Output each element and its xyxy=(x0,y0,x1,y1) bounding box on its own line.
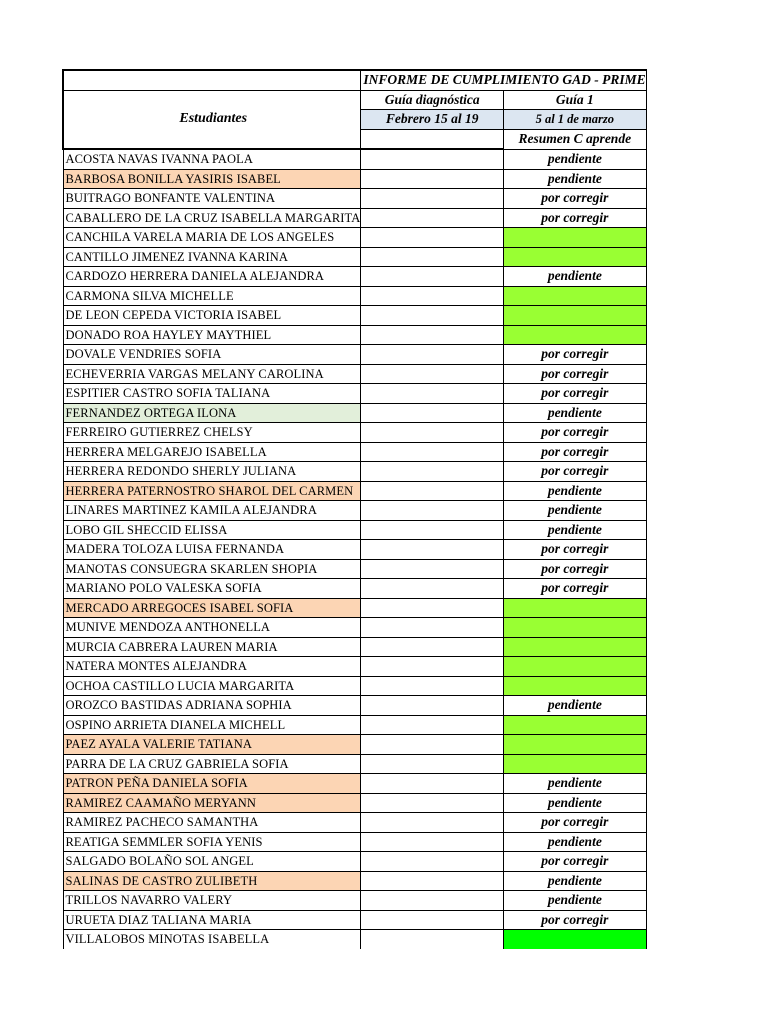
guia-1-status-cell[interactable]: por corregir xyxy=(504,559,647,579)
student-name: PATRON PEÑA DANIELA SOFIA xyxy=(65,776,248,791)
guia-1-status-cell[interactable]: pendiente xyxy=(504,832,647,852)
guia-diagnostica-cell[interactable] xyxy=(361,403,504,423)
guia-1-status-cell[interactable]: por corregir xyxy=(504,384,647,404)
guia-1-status-cell[interactable] xyxy=(504,228,647,248)
guia-diagnostica-cell[interactable] xyxy=(361,793,504,813)
student-row xyxy=(63,423,646,443)
student-name: CANCHILA VARELA MARIA DE LOS ANGELES xyxy=(65,230,335,245)
student-name-cell[interactable] xyxy=(63,189,361,209)
student-name: HERRERA MELGAREJO ISABELLA xyxy=(65,444,267,459)
student-name: ECHEVERRIA VARGAS MELANY CAROLINA xyxy=(65,366,324,381)
guia-1-status-cell[interactable] xyxy=(504,735,647,755)
student-name-cell[interactable] xyxy=(63,579,361,599)
guia-1-status-cell[interactable] xyxy=(504,598,647,618)
student-name: DE LEON CEPEDA VICTORIA ISABEL xyxy=(65,308,282,323)
report-title-cell[interactable] xyxy=(361,70,646,90)
guia-diagnostica-cell[interactable] xyxy=(361,618,504,638)
guia-1-status-cell[interactable]: por corregir xyxy=(504,364,647,384)
guia-1-status-cell[interactable] xyxy=(504,676,647,696)
guia-diagnostica-cell[interactable] xyxy=(361,657,504,677)
guia-diagnostica-cell[interactable] xyxy=(361,228,504,248)
guia-1-status-cell[interactable] xyxy=(504,637,647,657)
student-name-cell[interactable] xyxy=(63,228,361,248)
guia-diagnostica-cell[interactable] xyxy=(361,384,504,404)
guia-diagnostica-cell[interactable] xyxy=(361,852,504,872)
student-row xyxy=(63,149,646,169)
guia-1-status-cell[interactable]: por corregir xyxy=(504,852,647,872)
student-name: MANOTAS CONSUEGRA SKARLEN SHOPIA xyxy=(65,561,318,576)
student-name-cell[interactable] xyxy=(63,149,361,169)
guia-1-status-cell[interactable]: por corregir xyxy=(504,189,647,209)
student-name: DOVALE VENDRIES SOFIA xyxy=(65,347,222,362)
student-name-cell[interactable] xyxy=(63,267,361,287)
student-name-cell[interactable] xyxy=(63,247,361,267)
student-name-cell[interactable] xyxy=(63,735,361,755)
guia-diagnostica-cell[interactable] xyxy=(361,754,504,774)
guia-diagnostica-cell[interactable] xyxy=(361,735,504,755)
student-name-cell[interactable] xyxy=(63,598,361,618)
student-row xyxy=(63,247,646,267)
guia-1-status-cell[interactable]: por corregir xyxy=(504,442,647,462)
student-name-cell[interactable] xyxy=(63,501,361,521)
student-name: RAMIREZ PACHECO SAMANTHA xyxy=(65,815,259,830)
guia-diagnostica-cell[interactable] xyxy=(361,715,504,735)
student-row xyxy=(63,696,646,716)
guia-diagnostica-cell[interactable] xyxy=(361,930,504,949)
student-name: CABALLERO DE LA CRUZ ISABELLA MARGARITA xyxy=(65,210,361,225)
guia-1-status-cell[interactable]: por corregir xyxy=(504,462,647,482)
guia-1-status-cell[interactable] xyxy=(504,754,647,774)
report-title: INFORME DE CUMPLIMIENTO GAD - PRIME xyxy=(363,72,646,88)
resumen-header[interactable]: Resumen C aprende xyxy=(504,129,647,149)
student-name: CARDOZO HERRERA DANIELA ALEJANDRA xyxy=(65,269,325,284)
student-name: MARIANO POLO VALESKA SOFIA xyxy=(65,581,262,596)
guia-1-status-cell[interactable] xyxy=(504,930,647,949)
guia-diagnostica-cell[interactable] xyxy=(361,832,504,852)
student-row xyxy=(63,364,646,384)
student-row xyxy=(63,345,646,365)
student-name: PARRA DE LA CRUZ GABRIELA SOFIA xyxy=(65,756,289,771)
student-name: VILLALOBOS MINOTAS ISABELLA xyxy=(65,932,270,947)
student-name: MERCADO ARREGOCES ISABEL SOFIA xyxy=(65,600,294,615)
guia-diagnostica-cell[interactable] xyxy=(361,910,504,930)
student-row xyxy=(63,325,646,345)
student-name: CARMONA SILVA MICHELLE xyxy=(65,288,234,303)
guia-diagnostica-cell[interactable] xyxy=(361,247,504,267)
student-row xyxy=(63,208,646,228)
student-row xyxy=(63,442,646,462)
header-row-title xyxy=(63,70,646,90)
student-name: URUETA DIAZ TALIANA MARIA xyxy=(65,912,252,927)
student-row xyxy=(63,579,646,599)
student-name: MUNIVE MENDOZA ANTHONELLA xyxy=(65,620,271,635)
student-row xyxy=(63,676,646,696)
student-name: DONADO ROA HAYLEY MAYTHIEL xyxy=(65,327,272,342)
student-row xyxy=(63,228,646,248)
guia-diagnostica-cell[interactable] xyxy=(361,345,504,365)
student-name: OROZCO BASTIDAS ADRIANA SOPHIA xyxy=(65,698,292,713)
student-name: NATERA MONTES ALEJANDRA xyxy=(65,659,247,674)
student-row xyxy=(63,462,646,482)
guia-diagnostica-cell[interactable] xyxy=(361,871,504,891)
guia-diagnostica-cell[interactable] xyxy=(361,267,504,287)
student-name: TRILLOS NAVARRO VALERY xyxy=(65,893,233,908)
guia-1-status-cell[interactable]: por corregir xyxy=(504,579,647,599)
guia-1-header[interactable]: Guía 1 xyxy=(504,90,647,110)
guia-diagnostica-cell[interactable] xyxy=(361,559,504,579)
student-name: HERRERA PATERNOSTRO SHAROL DEL CARMEN xyxy=(65,483,354,498)
student-name-cell[interactable] xyxy=(63,462,361,482)
guia-1-status-cell[interactable]: pendiente xyxy=(504,793,647,813)
date-diag-header[interactable]: Febrero 15 al 19 xyxy=(361,110,504,130)
student-row xyxy=(63,481,646,501)
guia-diagnostica-cell[interactable] xyxy=(361,813,504,833)
student-name-cell[interactable] xyxy=(63,169,361,189)
student-name-cell[interactable] xyxy=(63,852,361,872)
guia-1-status-cell[interactable]: pendiente xyxy=(504,520,647,540)
student-row xyxy=(63,657,646,677)
student-row xyxy=(63,306,646,326)
student-name: BARBOSA BONILLA YASIRIS ISABEL xyxy=(65,171,281,186)
header-row-guides xyxy=(63,90,646,110)
guia-1-status-cell[interactable] xyxy=(504,286,647,306)
guia-1-status-cell[interactable] xyxy=(504,325,647,345)
guia-1-status-cell[interactable] xyxy=(504,657,647,677)
guia-diagnostica-cell[interactable] xyxy=(361,501,504,521)
student-row xyxy=(63,793,646,813)
student-name-cell[interactable] xyxy=(63,345,361,365)
student-row xyxy=(63,891,646,911)
student-name-cell[interactable] xyxy=(63,891,361,911)
student-name-cell[interactable] xyxy=(63,286,361,306)
student-name-cell[interactable] xyxy=(63,403,361,423)
student-name-cell[interactable] xyxy=(63,442,361,462)
guia-diagnostica-cell[interactable] xyxy=(361,598,504,618)
student-name: MURCIA CABRERA LAUREN MARIA xyxy=(65,639,278,654)
student-name-cell[interactable] xyxy=(63,676,361,696)
guia-diagnostica-cell[interactable] xyxy=(361,774,504,794)
student-name-cell[interactable] xyxy=(63,657,361,677)
student-row xyxy=(63,520,646,540)
student-name: ACOSTA NAVAS IVANNA PAOLA xyxy=(65,152,254,167)
students-header[interactable]: Estudiantes xyxy=(63,90,361,149)
student-name-cell[interactable] xyxy=(63,208,361,228)
guia-1-status-cell[interactable]: pendiente xyxy=(504,501,647,521)
guia-diagnostica-cell[interactable] xyxy=(361,189,504,209)
student-name-cell[interactable] xyxy=(63,540,361,560)
student-name-cell[interactable] xyxy=(63,423,361,443)
student-name: SALGADO BOLAÑO SOL ANGEL xyxy=(65,854,254,869)
student-name-cell[interactable] xyxy=(63,754,361,774)
header-corner-cell[interactable] xyxy=(63,70,361,90)
student-name-cell[interactable] xyxy=(63,306,361,326)
guia-1-status-cell[interactable]: por corregir xyxy=(504,345,647,365)
guia-diagnostica-cell[interactable] xyxy=(361,637,504,657)
diag-blank-cell[interactable] xyxy=(361,129,504,149)
student-name-cell[interactable] xyxy=(63,618,361,638)
student-row xyxy=(63,618,646,638)
student-name-cell[interactable] xyxy=(63,910,361,930)
guia-diagnostica-cell[interactable] xyxy=(361,364,504,384)
student-name: OCHOA CASTILLO LUCIA MARGARITA xyxy=(65,678,295,693)
student-row xyxy=(63,189,646,209)
guia-diagnostica-cell[interactable] xyxy=(361,169,504,189)
guia-diagnostica-cell[interactable] xyxy=(361,696,504,716)
student-row xyxy=(63,754,646,774)
student-row xyxy=(63,930,646,949)
student-name: HERRERA REDONDO SHERLY JULIANA xyxy=(65,464,297,479)
student-row xyxy=(63,267,646,287)
student-name: PAEZ AYALA VALERIE TATIANA xyxy=(65,737,252,752)
guia-1-status-cell[interactable]: pendiente xyxy=(504,891,647,911)
student-name-cell[interactable] xyxy=(63,384,361,404)
student-row xyxy=(63,813,646,833)
student-row xyxy=(63,832,646,852)
student-row xyxy=(63,540,646,560)
guia-1-status-cell[interactable]: pendiente xyxy=(504,267,647,287)
date-g1-header[interactable]: 5 al 1 de marzo xyxy=(504,110,647,130)
student-row xyxy=(63,598,646,618)
student-name-cell[interactable] xyxy=(63,481,361,501)
student-row xyxy=(63,501,646,521)
student-name: BUITRAGO BONFANTE VALENTINA xyxy=(65,191,276,206)
student-name-cell[interactable] xyxy=(63,325,361,345)
student-name: SALINAS DE CASTRO ZULIBETH xyxy=(65,873,258,888)
guia-1-status-cell[interactable]: pendiente xyxy=(504,403,647,423)
student-name: FERREIRO GUTIERREZ CHELSY xyxy=(65,425,253,440)
student-name-cell[interactable] xyxy=(63,637,361,657)
guia-diagnostica-cell[interactable] xyxy=(361,325,504,345)
student-row xyxy=(63,852,646,872)
guia-1-status-cell[interactable] xyxy=(504,306,647,326)
student-row xyxy=(63,169,646,189)
guia-diagnostica-cell[interactable] xyxy=(361,442,504,462)
guia-1-status-cell[interactable]: pendiente xyxy=(504,696,647,716)
student-name: LINARES MARTINEZ KAMILA ALEJANDRA xyxy=(65,503,317,518)
guia-1-status-cell[interactable]: por corregir xyxy=(504,423,647,443)
guia-1-status-cell[interactable] xyxy=(504,618,647,638)
guia-diagnostica-cell[interactable] xyxy=(361,286,504,306)
student-name-cell[interactable] xyxy=(63,793,361,813)
student-row xyxy=(63,403,646,423)
guia-diagnostica-cell[interactable] xyxy=(361,149,504,169)
student-row xyxy=(63,286,646,306)
guia-1-status-cell[interactable]: pendiente xyxy=(504,149,647,169)
student-name: MADERA TOLOZA LUISA FERNANDA xyxy=(65,542,285,557)
student-row xyxy=(63,910,646,930)
student-row xyxy=(63,871,646,891)
student-name-cell[interactable] xyxy=(63,813,361,833)
student-name-cell[interactable] xyxy=(63,930,361,949)
guia-1-status-cell[interactable]: por corregir xyxy=(504,208,647,228)
student-name-cell[interactable] xyxy=(63,871,361,891)
student-row xyxy=(63,637,646,657)
guia-diagnostica-cell[interactable] xyxy=(361,540,504,560)
student-row xyxy=(63,384,646,404)
guia-1-status-cell[interactable]: pendiente xyxy=(504,871,647,891)
guia-1-status-cell[interactable]: por corregir xyxy=(504,813,647,833)
student-name-cell[interactable] xyxy=(63,559,361,579)
guia-diagnostica-cell[interactable] xyxy=(361,462,504,482)
student-name: FERNANDEZ ORTEGA ILONA xyxy=(65,405,237,420)
guia-diagnostica-header[interactable]: Guía diagnóstica xyxy=(361,90,504,110)
student-name: CANTILLO JIMENEZ IVANNA KARINA xyxy=(65,249,289,264)
guia-diagnostica-cell[interactable] xyxy=(361,579,504,599)
student-name-cell[interactable] xyxy=(63,715,361,735)
guia-1-status-cell[interactable] xyxy=(504,247,647,267)
student-name-cell[interactable] xyxy=(63,364,361,384)
guia-1-status-cell[interactable]: por corregir xyxy=(504,540,647,560)
guia-diagnostica-cell[interactable] xyxy=(361,208,504,228)
student-name: REATIGA SEMMLER SOFIA YENIS xyxy=(65,834,263,849)
guia-1-status-cell[interactable]: pendiente xyxy=(504,774,647,794)
student-name-cell[interactable] xyxy=(63,520,361,540)
student-name: OSPINO ARRIETA DIANELA MICHELL xyxy=(65,717,286,732)
guia-1-status-cell[interactable] xyxy=(504,715,647,735)
student-row xyxy=(63,774,646,794)
student-row xyxy=(63,559,646,579)
guia-1-status-cell[interactable]: pendiente xyxy=(504,169,647,189)
student-name-cell[interactable] xyxy=(63,832,361,852)
student-name: ESPITIER CASTRO SOFIA TALIANA xyxy=(65,386,271,401)
guia-1-status-cell[interactable]: por corregir xyxy=(504,910,647,930)
student-name-cell[interactable] xyxy=(63,696,361,716)
student-row xyxy=(63,735,646,755)
guia-diagnostica-cell[interactable] xyxy=(361,891,504,911)
compliance-sheet xyxy=(62,69,647,949)
guia-diagnostica-cell[interactable] xyxy=(361,306,504,326)
guia-1-status-cell[interactable]: pendiente xyxy=(504,481,647,501)
student-row xyxy=(63,715,646,735)
guia-diagnostica-cell[interactable] xyxy=(361,481,504,501)
guia-diagnostica-cell[interactable] xyxy=(361,520,504,540)
student-name: LOBO GIL SHECCID ELISSA xyxy=(65,522,228,537)
student-name: RAMIREZ CAAMAÑO MERYANN xyxy=(65,795,257,810)
guia-diagnostica-cell[interactable] xyxy=(361,676,504,696)
student-name-cell[interactable] xyxy=(63,774,361,794)
guia-diagnostica-cell[interactable] xyxy=(361,423,504,443)
